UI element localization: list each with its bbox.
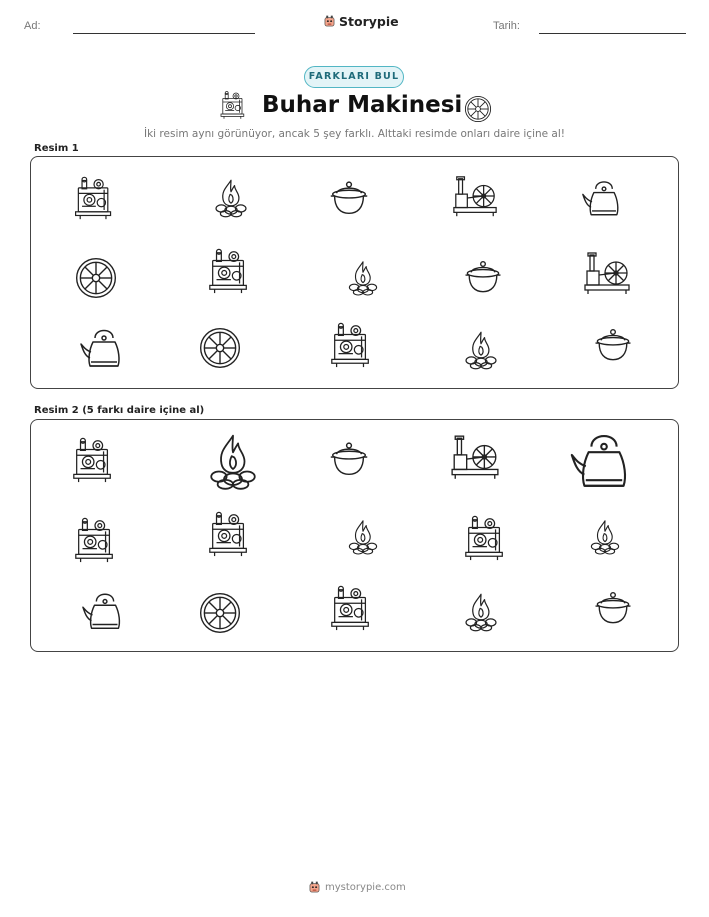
date-line[interactable] <box>539 33 686 34</box>
pot-icon[interactable] <box>587 584 639 630</box>
brand <box>323 14 399 29</box>
engine-icon <box>71 173 117 223</box>
picture2-label: Resim 2 (5 farkı daire içine al) <box>34 405 205 416</box>
pot-icon <box>457 253 509 299</box>
date-label: Tarih: <box>493 20 520 32</box>
campfire-icon[interactable] <box>585 514 625 558</box>
picture1-panel <box>30 156 679 389</box>
picture2-panel[interactable] <box>30 419 679 652</box>
campfire-icon <box>459 325 503 373</box>
campfire-icon[interactable] <box>201 428 265 492</box>
activity-badge: FARKLARI BUL <box>304 66 404 88</box>
campfire-icon[interactable] <box>459 588 503 634</box>
kettle-icon[interactable] <box>569 426 639 498</box>
kettle-icon[interactable] <box>81 586 129 638</box>
name-line[interactable] <box>73 33 255 34</box>
storypie-logo-icon <box>308 881 321 894</box>
engine-icon <box>205 245 253 297</box>
kettle-icon <box>581 175 627 223</box>
kettle-icon <box>79 323 129 375</box>
name-label: Ad: <box>24 20 41 32</box>
picture1-label: Resim 1 <box>34 143 79 154</box>
campfire-icon <box>343 255 383 299</box>
engine-icon[interactable] <box>327 582 375 634</box>
footer-site: mystorypie.com <box>325 882 406 893</box>
wheel-icon <box>463 94 493 124</box>
footer <box>308 881 406 894</box>
campfire-icon[interactable] <box>343 514 383 558</box>
pot-icon <box>587 321 639 367</box>
pot-icon[interactable] <box>323 434 375 482</box>
wheel-icon <box>197 325 243 371</box>
wheel-icon <box>73 255 119 301</box>
pot-icon <box>323 173 375 221</box>
engine-icon[interactable] <box>205 508 253 560</box>
storypie-logo-icon <box>323 15 336 28</box>
page-title: Buhar Makinesi <box>262 92 463 118</box>
brand-name: Storypie <box>339 14 399 29</box>
wheel-icon[interactable] <box>197 590 243 636</box>
steam-engine-icon <box>581 249 633 299</box>
engine-icon[interactable] <box>461 512 509 564</box>
engine-icon[interactable] <box>71 514 119 566</box>
instructions: İki resim aynı görünüyor, ancak 5 şey farklı. Alttaki resimde onları daire içine al! <box>144 128 565 140</box>
steam-engine-icon <box>449 173 501 221</box>
engine-icon[interactable] <box>69 434 117 486</box>
engine-icon <box>218 90 248 120</box>
engine-icon <box>327 319 375 371</box>
steam-engine-icon[interactable] <box>449 432 501 484</box>
campfire-icon <box>209 175 253 219</box>
